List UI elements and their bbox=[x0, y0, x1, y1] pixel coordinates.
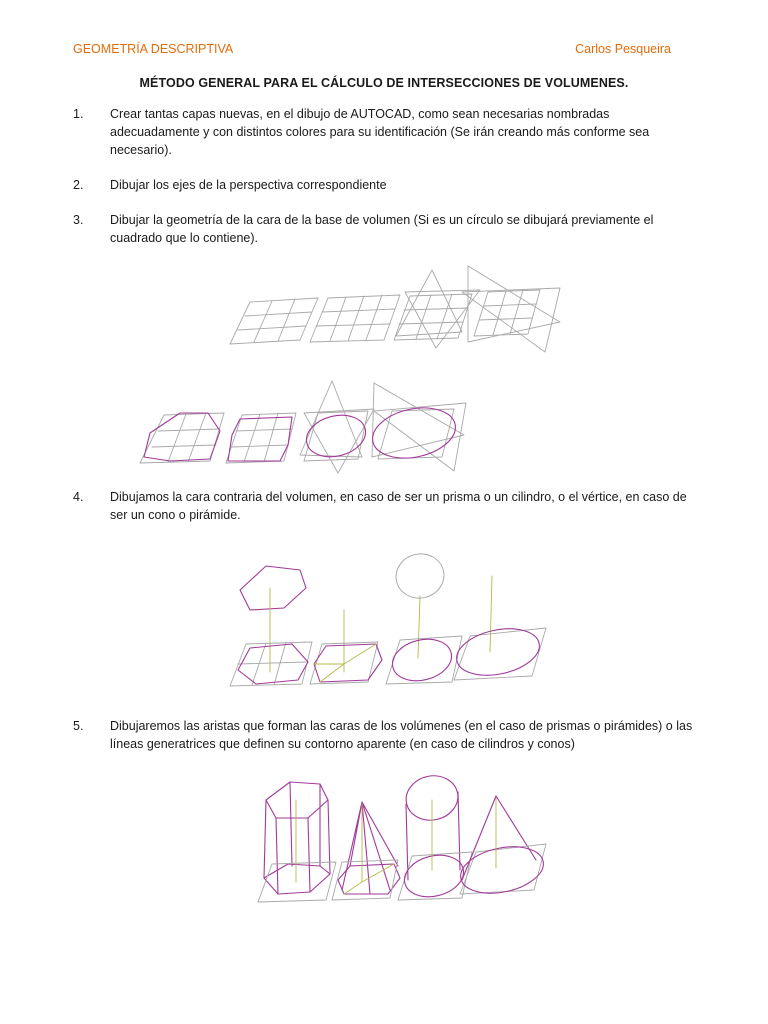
step-text: Crear tantas capas nuevas, en el dibujo de AUTOCAD, como sean necesarias nombradas adecuadamente y con distintos colores para su identificación (Se irán creando más conforme sea necesario). bbox=[110, 107, 650, 157]
step-text: Dibujar la geometría de la cara de la base de volumen (Si es un círculo se dibujará previamente el cuadrado que lo contiene). bbox=[110, 213, 654, 245]
step-text: Dibujaremos las aristas que forman las caras de los volúmenes (en el caso de prismas o pirámides) o las líneas generatrices que definen su contorno aparente (en caso de cilindros y conos) bbox=[110, 719, 693, 751]
grid-sketch bbox=[230, 298, 318, 344]
hexagonal-pyramid-sketch bbox=[332, 802, 400, 900]
step-number: 3. bbox=[73, 213, 84, 227]
cone-sketch bbox=[456, 796, 547, 900]
step-text: Dibujamos la cara contraria del volumen, en caso de ser un prisma o un cilindro, o el vértice, en caso de ser un cono o pirámide. bbox=[110, 490, 687, 522]
step-number: 2. bbox=[73, 178, 84, 192]
page-header bbox=[73, 42, 671, 60]
circle-star-sketch bbox=[300, 381, 374, 473]
hexagon-base-sketch bbox=[226, 413, 296, 463]
step-text: Dibujar los ejes de la perspectiva correspondiente bbox=[110, 178, 387, 192]
grid-star-sketch bbox=[394, 270, 480, 348]
step-number: 4. bbox=[73, 490, 84, 504]
document-title: MÉTODO GENERAL PARA EL CÁLCULO DE INTERSECCIONES DE VOLUMENES. bbox=[139, 76, 629, 90]
grid-sketch bbox=[310, 295, 400, 342]
octagon-top-face-sketch bbox=[230, 566, 312, 686]
grid-star-sketch bbox=[462, 266, 560, 352]
figure-opposite-faces bbox=[216, 548, 552, 690]
hexagon-pyramid-sketch bbox=[310, 610, 382, 684]
figure-base-grids bbox=[200, 262, 570, 358]
cylinder-sketch bbox=[398, 771, 472, 903]
step-number: 1. bbox=[73, 107, 84, 121]
header-course: GEOMETRÍA DESCRIPTIVA bbox=[73, 42, 234, 56]
ellipse-star-sketch bbox=[368, 383, 466, 471]
cylinder-top-face-sketch bbox=[386, 549, 462, 686]
figure-base-outlines bbox=[124, 375, 484, 475]
figure-volume-edges bbox=[250, 770, 550, 904]
step-number: 5. bbox=[73, 719, 84, 733]
octagon-base-sketch bbox=[140, 413, 224, 463]
octagonal-prism-sketch bbox=[258, 782, 336, 902]
header-author: Carlos Pesqueira bbox=[575, 42, 671, 56]
cone-vertex-sketch bbox=[452, 576, 546, 682]
